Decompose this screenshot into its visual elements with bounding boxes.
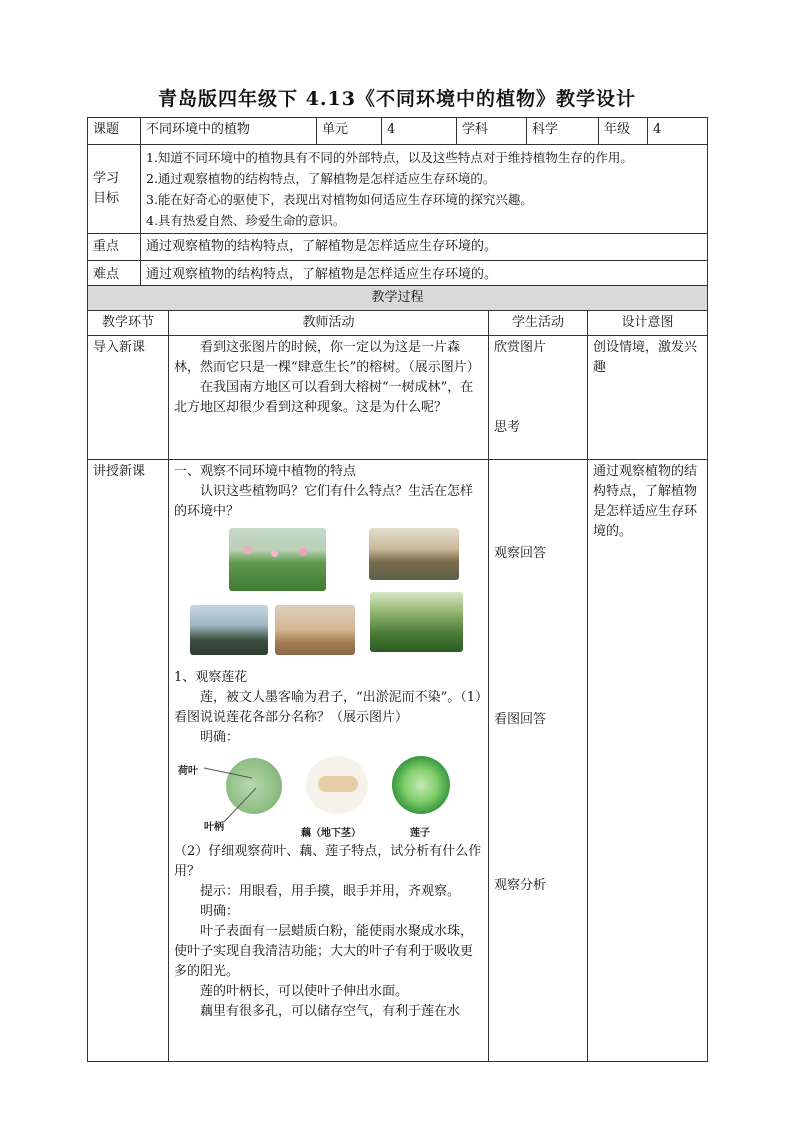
lecture-question-2: （2）仔细观察荷叶、藕、莲子特点，试分析有什么作用？: [174, 844, 482, 879]
intro-paragraph: 看到这张图片的时候，你一定以为这是一片森林，然而它只是一棵“肆意生长”的榕树。（展示图片）: [174, 340, 480, 375]
header-stage: 教学环节: [88, 311, 169, 336]
lotus-root-image: [306, 756, 368, 814]
header-intent: 设计意图: [588, 311, 708, 336]
lecture-student: [489, 460, 588, 1062]
lotus-parts-diagram: [174, 752, 483, 842]
goals-label: [88, 145, 141, 234]
lotus-flower: [299, 548, 307, 556]
petiole-label: 叶柄: [204, 822, 224, 833]
process-table: [87, 285, 708, 1062]
goal-item: 3.能在好奇心的驱使下，表现出对植物如何适应生存环境的探究兴趣。: [146, 192, 533, 207]
topic-label: 课题: [88, 118, 141, 145]
lecture-question-1: 认识这些植物吗？它们有什么特点？生活在怎样的环境中？: [174, 484, 474, 519]
clarify-label-2: 明确：: [200, 904, 240, 919]
clarify-label-1: 明确：: [200, 730, 240, 745]
lecture-sub-1: 1、观察莲花: [174, 670, 248, 685]
lotus-pond-image: [229, 528, 326, 591]
lecture-heading: 一、观察不同环境中植物的特点: [174, 464, 357, 479]
lotus-flower: [271, 550, 278, 557]
intro-student: [489, 336, 588, 460]
lotus-seed-image: [392, 756, 450, 814]
lotus-root-shape: [318, 776, 358, 792]
leaf-label: 荷叶: [178, 766, 198, 777]
lotus-flower: [244, 546, 252, 554]
lecture-stage: 讲授新课: [88, 460, 169, 1062]
goal-item: 4.具有热爱自然、珍爱生命的意识。: [146, 213, 346, 228]
key-point-label: 重点: [88, 234, 141, 261]
cactus-desert-image: [369, 528, 459, 580]
unit-value: 4: [382, 118, 457, 145]
seed-label: 莲子: [410, 828, 430, 839]
lecture-student-1: 观察回答: [494, 546, 547, 561]
document-title: 青岛版四年级下 4.13《不同环境中的植物》教学设计: [158, 88, 636, 110]
subject-label: 学科: [457, 118, 527, 145]
goal-item: 1.知道不同环境中的植物具有不同的外部特点，以及这些特点对于维持植物生存的作用。: [146, 150, 633, 165]
difficulty-label: 难点: [88, 261, 141, 289]
label-lines: [174, 752, 294, 842]
lotus-intro: 莲，被文人墨客喻为君子，“出淤泥而不染”。（1）看图说说莲花各部分名称？（展示图片）: [174, 690, 482, 725]
goal-item: 2.通过观察植物的结构特点，了解植物是怎样适应生存环境的。: [146, 171, 496, 186]
unit-label: 单元: [317, 118, 382, 145]
key-point-text: 通过观察植物的结构特点，了解植物是怎样适应生存环境的。: [141, 234, 708, 261]
subject-value: 科学: [527, 118, 599, 145]
intro-teacher: [169, 336, 489, 460]
lecture-student-3: 观察分析: [494, 878, 547, 893]
difficulty-text: 通过观察植物的结构特点，了解植物是怎样适应生存环境的。: [141, 261, 708, 289]
answer-3: 藕里有很多孔，可以储存空气，有利于莲在水: [200, 1004, 461, 1019]
lesson-info-table: [87, 117, 708, 289]
answer-1: 叶子表面有一层蜡质白粉，能使雨水聚成水珠，使叶子实现自我清洁功能；大大的叶子有利于吸收更多的阳光。: [174, 924, 474, 979]
intro-intent: 创设情境，激发兴趣: [588, 336, 708, 460]
hint-text: 提示：用眼看，用手摸，眼手并用，齐观察。: [200, 884, 461, 899]
intro-stage: 导入新课: [88, 336, 169, 460]
process-section-title: 教学过程: [88, 286, 708, 311]
lecture-teacher: [169, 460, 489, 1062]
topic-value: 不同环境中的植物: [141, 118, 317, 145]
goals-content: [141, 145, 708, 234]
goals-label-text: 学习目标: [93, 171, 120, 206]
header-teacher: 教师活动: [169, 311, 489, 336]
header-student: 学生活动: [489, 311, 588, 336]
baobab-tree-image: [275, 605, 355, 655]
intro-student-2: 思考: [494, 420, 521, 435]
banyan-tree-image: [370, 592, 463, 652]
grade-value: 4: [648, 118, 708, 145]
lecture-intent: 通过观察植物的结构特点，了解植物是怎样适应生存环境的。: [588, 460, 708, 1062]
intro-paragraph: 在我国南方地区可以看到大榕树“一树成林”，在北方地区却很少看到这种现象。这是为什么呢？: [174, 380, 474, 415]
answer-2: 莲的叶柄长，可以使叶子伸出水面。: [200, 984, 409, 999]
plant-images: [174, 528, 483, 668]
lecture-student-2: 看图回答: [494, 712, 547, 727]
root-label: 藕（地下茎）: [301, 828, 361, 839]
intro-student-1: 欣赏图片: [494, 340, 547, 355]
mountain-pine-image: [190, 605, 268, 655]
grade-label: 年级: [599, 118, 648, 145]
